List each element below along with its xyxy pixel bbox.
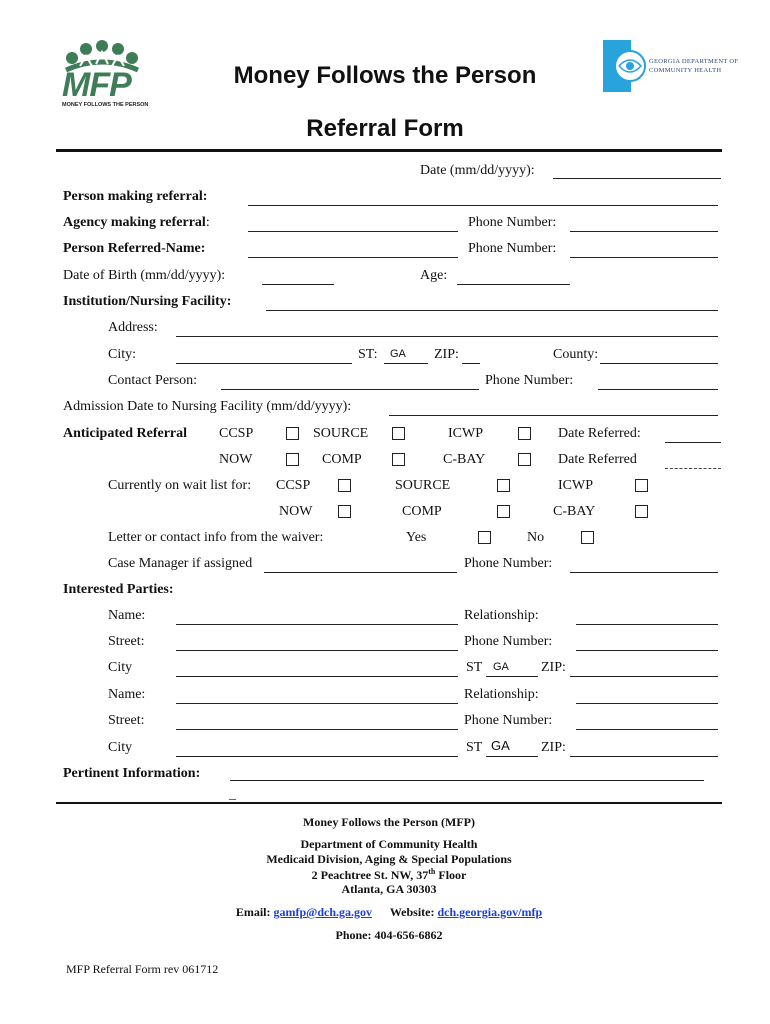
referred-phone-field[interactable] [570, 257, 718, 258]
agency-field[interactable] [248, 231, 458, 232]
referred-phone-label: Phone Number: [468, 241, 557, 256]
county-label: County: [553, 347, 599, 362]
party1-st-field[interactable] [486, 676, 538, 677]
dch-logo [603, 40, 738, 96]
anticipated-icwp-checkbox[interactable] [518, 427, 531, 440]
party2-street-label: Street: [108, 713, 145, 728]
dob-label: Date of Birth (mm/dd/yyyy): [63, 268, 226, 283]
anticipated-now-checkbox[interactable] [286, 453, 299, 466]
letter-label: Letter or contact info from the waiver: [108, 530, 324, 545]
waitlist-comp-label: COMP [402, 504, 442, 519]
party1-relationship-field[interactable] [576, 624, 718, 625]
party1-city-label: City [108, 660, 133, 675]
letter-yes-label: Yes [406, 530, 427, 545]
party1-name-label: Name: [108, 608, 146, 623]
waitlist-cbay-label: C-BAY [553, 504, 596, 519]
admission-date-field[interactable] [389, 415, 718, 416]
waitlist-now-label: NOW [279, 504, 313, 519]
anticipated-now-label: NOW [219, 452, 253, 467]
contact-phone-field[interactable] [598, 389, 718, 390]
waitlist-ccsp-label: CCSP [276, 478, 311, 493]
date-referred-label-2: Date Referred [558, 452, 637, 467]
pertinent-info-field[interactable] [230, 780, 704, 781]
agency-phone-field[interactable] [570, 231, 718, 232]
party1-relationship-label: Relationship: [464, 608, 539, 623]
party2-zip-field[interactable] [570, 756, 718, 757]
footer-address-sup: th [428, 867, 436, 876]
anticipated-ccsp-checkbox[interactable] [286, 427, 299, 440]
date-referred-label-1: Date Referred: [558, 426, 641, 441]
address-field[interactable] [176, 336, 718, 337]
party2-st-value[interactable]: GA [491, 738, 510, 753]
party1-st-label: ST [466, 660, 483, 675]
party1-phone-field[interactable] [576, 650, 718, 651]
contact-phone-label: Phone Number: [485, 373, 574, 388]
dch-logo-line2: COMMUNITY HEALTH [649, 67, 722, 74]
letter-no-label: No [527, 530, 545, 545]
party2-street-field[interactable] [176, 729, 458, 730]
zip-field[interactable] [462, 363, 480, 364]
city-field[interactable] [176, 363, 352, 364]
footer-address-floor: Floor [435, 868, 467, 882]
pertinent-info-label: Pertinent Information: [63, 766, 201, 781]
dob-field[interactable] [262, 284, 334, 285]
admission-date-label: Admission Date to Nursing Facility (mm/dd/yyyy): [63, 399, 352, 414]
date-referred-field-1[interactable] [665, 442, 721, 443]
anticipated-source-checkbox[interactable] [392, 427, 405, 440]
anticipated-ccsp-label: CCSP [219, 426, 254, 441]
mfp-logo-text: MFP [62, 66, 131, 104]
institution-field[interactable] [266, 310, 718, 311]
party2-relationship-label: Relationship: [464, 687, 539, 702]
party2-phone-field[interactable] [576, 729, 718, 730]
party2-name-label: Name: [108, 687, 146, 702]
anticipated-icwp-label: ICWP [448, 426, 483, 441]
stray-underscore: _ [229, 787, 236, 802]
waitlist-icwp-checkbox[interactable] [635, 479, 648, 492]
waitlist-icwp-label: ICWP [558, 478, 593, 493]
footer-address [0, 867, 770, 883]
party2-city-field[interactable] [176, 756, 458, 757]
address-label: Address: [108, 320, 158, 335]
letter-yes-checkbox[interactable] [478, 531, 491, 544]
party1-st-value[interactable]: GA [493, 661, 509, 673]
agency-colon: : [205, 215, 210, 230]
website-label: Website: [389, 905, 435, 919]
footer-address-street: 2 Peachtree St. NW, 37 [311, 868, 429, 882]
case-manager-phone-field[interactable] [570, 572, 718, 573]
age-field[interactable] [457, 284, 570, 285]
waitlist-comp-checkbox[interactable] [497, 505, 510, 518]
institution-label: Institution/Nursing Facility: [63, 294, 232, 309]
party1-street-label: Street: [108, 634, 145, 649]
footer-phone: Phone: 404-656-6862 [335, 928, 443, 942]
waitlist-source-label: SOURCE [395, 478, 451, 493]
agency-making-referral-label: Agency making referral [63, 215, 206, 230]
footer-city: Atlanta, GA 30303 [341, 882, 437, 896]
waitlist-ccsp-checkbox[interactable] [338, 479, 351, 492]
party2-st-field[interactable] [486, 756, 538, 757]
case-manager-field[interactable] [264, 572, 457, 573]
person-referred-label: Person Referred-Name: [63, 241, 206, 256]
party1-name-field[interactable] [176, 624, 458, 625]
header-rule [56, 149, 722, 152]
page-subtitle: Referral Form [306, 115, 464, 142]
anticipated-cbay-checkbox[interactable] [518, 453, 531, 466]
wait-list-label: Currently on wait list for: [108, 478, 252, 493]
party1-phone-label: Phone Number: [464, 634, 553, 649]
date-label: Date (mm/dd/yyyy): [420, 163, 535, 178]
date-field[interactable] [553, 178, 721, 179]
footer-contact [0, 905, 770, 920]
mfp-logo-caption: MONEY FOLLOWS THE PERSON [62, 102, 149, 108]
party2-zip-label: ZIP: [541, 740, 566, 755]
zip-label: ZIP: [434, 347, 459, 362]
footer-division: Medicaid Division, Aging & Special Populations [266, 852, 512, 866]
contact-person-label: Contact Person: [108, 373, 198, 388]
party2-city-label: City [108, 740, 133, 755]
email-label: Email: [235, 905, 271, 919]
party2-relationship-field[interactable] [576, 703, 718, 704]
date-referred-field-2[interactable] [665, 468, 721, 469]
person-referred-field[interactable] [248, 257, 458, 258]
party1-zip-label: ZIP: [541, 660, 566, 675]
form-revision: MFP Referral Form rev 061712 [66, 962, 219, 976]
dch-logo-line1: GEORGIA DEPARTMENT OF [649, 58, 739, 65]
anticipated-referral-label: Anticipated Referral [63, 426, 188, 441]
person-making-referral-label: Person making referral: [63, 189, 208, 204]
waitlist-source-checkbox[interactable] [497, 479, 510, 492]
anticipated-cbay-label: C-BAY [443, 452, 486, 467]
st-field[interactable] [384, 363, 428, 364]
party1-zip-field[interactable] [570, 676, 718, 677]
party1-street-field[interactable] [176, 650, 458, 651]
email-link[interactable]: gamfp@dch.ga.gov [273, 905, 373, 919]
person-making-referral-field[interactable] [248, 205, 718, 206]
party1-city-field[interactable] [176, 676, 458, 677]
st-value[interactable]: GA [390, 348, 406, 360]
footer-program: Money Follows the Person (MFP) [303, 815, 475, 829]
interested-parties-label: Interested Parties: [63, 582, 174, 597]
party2-phone-label: Phone Number: [464, 713, 553, 728]
anticipated-comp-label: COMP [322, 452, 362, 467]
county-field[interactable] [600, 363, 718, 364]
page-title: Money Follows the Person [233, 62, 537, 89]
anticipated-comp-checkbox[interactable] [392, 453, 405, 466]
waitlist-now-checkbox[interactable] [338, 505, 351, 518]
st-label: ST: [358, 347, 378, 362]
letter-no-checkbox[interactable] [581, 531, 594, 544]
city-label: City: [108, 347, 137, 362]
party2-name-field[interactable] [176, 703, 458, 704]
dch-circle-icon [613, 46, 647, 86]
case-manager-label: Case Manager if assigned [108, 556, 253, 571]
contact-person-field[interactable] [221, 389, 479, 390]
footer-department: Department of Community Health [300, 837, 478, 851]
age-label: Age: [420, 268, 448, 283]
agency-phone-label: Phone Number: [468, 215, 557, 230]
waitlist-cbay-checkbox[interactable] [635, 505, 648, 518]
website-link[interactable]: dch.georgia.gov/mfp [437, 905, 543, 919]
party2-st-label: ST [466, 740, 483, 755]
footer-rule [56, 802, 722, 804]
case-manager-phone-label: Phone Number: [464, 556, 553, 571]
agency-label-wrap [63, 215, 210, 231]
anticipated-source-label: SOURCE [313, 426, 369, 441]
